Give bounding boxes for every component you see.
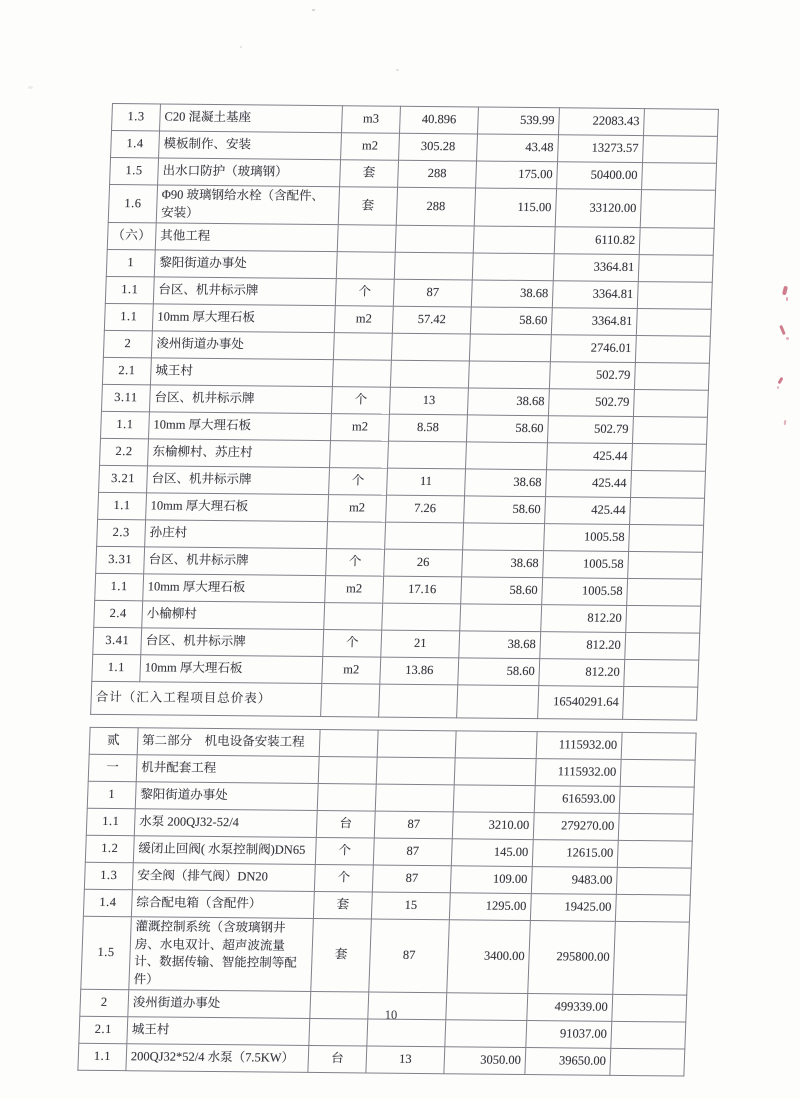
cell-amount: 9483.00	[531, 867, 617, 895]
cell-price: 145.00	[451, 839, 533, 867]
cell-name: 缓闭止回阀( 水泵控制阀)DN65	[133, 836, 316, 865]
cell-code: 1.1	[100, 411, 149, 438]
cell-blank	[619, 786, 694, 814]
cell-amount: 13273.57	[558, 135, 644, 163]
cell-amount: 39650.00	[525, 1048, 611, 1076]
cell-amount: 812.20	[539, 659, 625, 687]
cell-price	[445, 1020, 527, 1048]
cell-amount: 3364.81	[553, 254, 639, 282]
cell-unit: 台	[316, 811, 375, 839]
cell-unit	[309, 1018, 368, 1046]
cell-price: 58.60	[464, 496, 546, 524]
cell-unit	[310, 991, 369, 1019]
cell-code: 2	[103, 330, 152, 357]
cell-amount: 3364.81	[551, 308, 637, 336]
cell-amount: 499339.00	[527, 994, 613, 1022]
cell-name: 台区、机井标示牌	[153, 277, 336, 306]
cell-name: 台区、机井标示牌	[141, 628, 324, 657]
cell-blank	[611, 1021, 686, 1049]
cell-name: 孙庄村	[145, 520, 328, 549]
cell-unit: 个	[326, 549, 385, 577]
cell-amount: 425.44	[546, 470, 632, 498]
cell-code: 1.5	[110, 157, 159, 184]
cell-name: Φ90 玻璃钢给水栓（含配件、安装）	[156, 185, 339, 225]
cell-blank	[629, 524, 704, 552]
cell-blank	[626, 605, 701, 633]
cell-qty: 288	[398, 160, 477, 188]
cell-name: 其他工程	[155, 223, 338, 252]
cell-qty	[376, 757, 455, 785]
cell-amount: 33120.00	[555, 189, 641, 228]
cell-name: 10mm 厚大理石板	[143, 574, 326, 603]
cell-price: 58.60	[470, 307, 552, 335]
cell-name: 小榆柳村	[142, 601, 325, 630]
cell-unit	[333, 333, 392, 361]
cell-qty	[382, 603, 461, 631]
cell-qty: 87	[372, 865, 451, 893]
cell-blank	[640, 190, 715, 229]
cell-unit: 个	[335, 279, 394, 307]
dust-speck	[396, 69, 399, 71]
cell-qty: 40.896	[400, 106, 479, 134]
cell-name: 安全阀（排气阀）DN20	[132, 863, 315, 892]
total-amount: 16540291.64	[538, 686, 624, 720]
cell-unit	[319, 730, 378, 758]
cell-amount: 3364.81	[552, 281, 638, 309]
cell-blank	[643, 109, 718, 137]
cell-unit: m2	[334, 306, 393, 334]
cell-name: 台区、机井标示牌	[144, 547, 327, 576]
cell-qty: 13.86	[380, 657, 459, 685]
cell-price	[466, 442, 548, 470]
cell-blank	[618, 813, 693, 841]
cell-blank	[630, 497, 705, 525]
cell-code: 2.1	[79, 1016, 128, 1043]
cell-blank	[628, 551, 703, 579]
cell-price: 38.68	[459, 631, 541, 659]
cell-qty: 13	[366, 1046, 445, 1074]
cell-unit: 个	[314, 864, 373, 892]
cell-price: 38.68	[465, 469, 547, 497]
cell-code: 2.3	[97, 519, 146, 546]
cell-price: 539.99	[477, 107, 559, 135]
cell-price	[457, 685, 539, 719]
cell-blank	[613, 921, 690, 995]
cell-qty: 13	[389, 387, 468, 415]
cell-code: 1.3	[84, 862, 133, 889]
cell-code: 3.11	[101, 384, 150, 411]
cell-blank	[627, 578, 702, 606]
cell-blank	[638, 255, 713, 283]
cell-amount: 1115932.00	[535, 759, 621, 787]
table-row	[108, 184, 715, 228]
cell-name: 黎阳街道办事处	[154, 250, 337, 279]
cell-name: 水泵 200QJ32-52/4	[134, 809, 317, 838]
cell-code: 1.1	[78, 1043, 127, 1070]
cell-qty	[377, 730, 456, 758]
cost-table-part1	[90, 103, 719, 721]
cell-unit: m2	[341, 133, 400, 161]
cell-name: 灌溉控制系统（含玻璃钢井房、水电双计、超声波流量计、数据传输、智能控制等配件）	[129, 917, 314, 992]
cell-amount: 425.44	[547, 443, 633, 471]
cell-code: 1.6	[108, 184, 157, 222]
cell-unit	[330, 441, 389, 469]
cell-name: 出水口防护（玻璃钢）	[158, 158, 341, 187]
cell-name: 浚州街道办事处	[128, 990, 311, 1019]
cell-amount: 425.44	[545, 497, 631, 525]
cell-qty: 26	[384, 549, 463, 577]
cell-amount: 812.20	[540, 632, 626, 660]
cell-blank	[616, 867, 691, 895]
cell-qty: 87	[374, 811, 453, 839]
cell-unit: 个	[323, 630, 382, 658]
cell-amount: 502.79	[547, 416, 633, 444]
cell-unit: m3	[342, 106, 401, 134]
cell-qty	[395, 225, 474, 253]
cell-name: 机井配套工程	[136, 755, 319, 784]
cell-qty	[385, 522, 464, 550]
cell-unit: 套	[338, 187, 397, 226]
table-row	[78, 1043, 685, 1076]
cell-code: 2.1	[102, 357, 151, 384]
cell-amount: 22083.43	[558, 108, 644, 136]
cell-price	[453, 785, 535, 813]
cell-amount: 12615.00	[532, 840, 618, 868]
cell-unit: m2	[322, 657, 381, 685]
cell-price: 3400.00	[447, 920, 531, 994]
cell-code: 1.1	[98, 492, 147, 519]
table-area	[77, 103, 718, 1077]
cell-code: 2	[80, 989, 129, 1016]
cell-code: 贰	[89, 727, 138, 754]
cell-code: 2.2	[100, 438, 149, 465]
cell-price	[446, 993, 528, 1021]
cell-price	[468, 361, 550, 389]
cell-price	[472, 253, 554, 281]
cell-name: 东榆柳村、苏庄村	[148, 439, 331, 468]
cell-qty	[394, 252, 473, 280]
cell-unit	[332, 360, 391, 388]
cell-blank	[617, 840, 692, 868]
cell-price: 1295.00	[449, 893, 531, 921]
cell-blank	[634, 363, 709, 391]
cell-code: 1.4	[111, 130, 160, 157]
cell-blank	[631, 471, 706, 499]
cell-amount: 812.20	[541, 605, 627, 633]
cell-code: 3.41	[93, 627, 142, 654]
cell-qty: 21	[381, 630, 460, 658]
cell-name: 10mm 厚大理石板	[146, 493, 329, 522]
cell-unit	[321, 684, 380, 718]
cell-unit	[324, 603, 383, 631]
cell-amount: 91037.00	[526, 1021, 612, 1049]
cell-price: 58.60	[461, 577, 543, 605]
cell-price	[473, 226, 555, 254]
cell-price: 38.68	[471, 280, 553, 308]
cell-qty: 57.42	[392, 306, 471, 334]
cell-price: 115.00	[474, 188, 556, 227]
cell-code: 1.1	[86, 808, 135, 835]
cell-unit: 套	[311, 918, 372, 992]
cell-amount: 1005.58	[543, 551, 629, 579]
cell-code: 1	[106, 249, 155, 276]
cell-code: 1.1	[104, 303, 153, 330]
cell-code: 1.4	[83, 889, 132, 916]
cell-qty: 15	[371, 892, 450, 920]
cell-qty: 87	[373, 838, 452, 866]
cell-blank	[635, 336, 710, 364]
cell-code: 2.4	[94, 600, 143, 627]
cell-code: 1	[87, 781, 136, 808]
cell-amount: 502.79	[548, 389, 634, 417]
cell-name: 台区、机井标示牌	[149, 385, 332, 414]
cell-unit	[318, 757, 377, 785]
cell-blank	[633, 390, 708, 418]
cell-price: 109.00	[450, 866, 532, 894]
cell-blank	[624, 659, 699, 687]
cell-price	[455, 731, 537, 759]
cell-qty: 87	[369, 919, 450, 993]
cell-unit: 个	[329, 468, 388, 496]
cell-price: 38.68	[467, 388, 549, 416]
cell-unit: m2	[328, 495, 387, 523]
cell-qty	[391, 333, 470, 361]
cell-name: 第二部分 机电设备安装工程	[137, 728, 320, 757]
total-label: 合计（汇入工程项目总价表）	[91, 681, 322, 716]
cell-price	[463, 523, 545, 551]
cell-blank	[610, 1048, 685, 1076]
cell-blank	[623, 686, 698, 720]
cell-amount: 1005.58	[542, 578, 628, 606]
cell-qty: 8.58	[388, 414, 467, 442]
cell-price: 38.68	[462, 550, 544, 578]
cell-unit	[337, 225, 396, 253]
cell-code: 1.1	[105, 276, 154, 303]
cell-qty	[375, 784, 454, 812]
cell-unit: 套	[340, 160, 399, 188]
cell-blank	[632, 444, 707, 472]
cell-code: 1.2	[85, 835, 134, 862]
cell-code: 1.1	[95, 573, 144, 600]
cell-amount: 502.79	[549, 362, 635, 390]
cell-blank	[639, 228, 714, 256]
cell-name: 城王村	[127, 1017, 310, 1046]
cell-unit: 套	[313, 891, 372, 919]
cell-unit: 个	[331, 387, 390, 415]
cell-qty: 17.16	[383, 576, 462, 604]
cell-blank	[620, 759, 695, 787]
cell-name: 综合配电箱（含配件）	[131, 890, 314, 919]
cell-unit: 台	[308, 1045, 367, 1073]
cell-amount: 6110.82	[554, 227, 640, 255]
cell-qty: 11	[387, 468, 466, 496]
cell-name: 黎阳街道办事处	[135, 782, 318, 811]
cell-name: 10mm 厚大理石板	[152, 304, 335, 333]
cell-code: 1.3	[112, 104, 161, 131]
cell-unit: 个	[315, 837, 374, 865]
cell-amount: 19425.00	[530, 894, 616, 922]
total-row	[91, 681, 698, 720]
dust-speck	[28, 86, 33, 89]
cell-price	[460, 604, 542, 632]
cell-name: C20 混凝土基座	[160, 104, 343, 133]
cell-amount: 1005.58	[544, 524, 630, 552]
cell-code: （六）	[107, 222, 156, 249]
cell-price: 175.00	[476, 161, 558, 189]
cell-amount: 295800.00	[528, 921, 616, 995]
cost-table-part2	[77, 727, 696, 1077]
cell-price: 3050.00	[444, 1047, 526, 1075]
page-number: 10	[384, 1008, 398, 1022]
cell-price: 3210.00	[452, 812, 534, 840]
cell-unit	[327, 522, 386, 550]
table-row	[81, 916, 690, 995]
cell-blank	[625, 632, 700, 660]
cell-code: 3.31	[96, 546, 145, 573]
cell-blank	[643, 136, 718, 164]
cell-qty: 87	[393, 279, 472, 307]
cell-blank	[615, 894, 690, 922]
cell-amount: 50400.00	[557, 162, 643, 190]
cell-amount: 279270.00	[533, 813, 619, 841]
cell-price: 58.60	[458, 658, 540, 686]
cell-name: 城王村	[150, 358, 333, 387]
cell-code: 1.5	[81, 916, 132, 989]
cell-qty	[388, 441, 467, 469]
cell-name: 浚州街道办事处	[151, 331, 334, 360]
cell-price: 58.60	[466, 415, 548, 443]
dust-speck	[312, 9, 315, 11]
cell-price: 43.48	[477, 134, 559, 162]
cell-blank	[632, 417, 707, 445]
cell-name: 模板制作、安装	[159, 131, 342, 160]
cell-unit	[317, 784, 376, 812]
cell-unit	[336, 252, 395, 280]
cell-qty: 288	[396, 187, 475, 226]
cell-name: 10mm 厚大理石板	[148, 412, 331, 441]
cell-qty	[390, 360, 469, 388]
cell-blank	[612, 994, 687, 1022]
cell-amount: 616593.00	[534, 786, 620, 814]
cell-name: 10mm 厚大理石板	[140, 655, 323, 684]
cell-qty	[367, 1019, 446, 1047]
cell-qty: 305.28	[399, 133, 478, 161]
cell-unit: m2	[330, 414, 389, 442]
cell-amount: 1115932.00	[536, 732, 622, 760]
cell-amount: 2746.01	[550, 335, 636, 363]
cell-code: 一	[88, 754, 137, 781]
cell-blank	[636, 309, 711, 337]
cell-name: 台区、机井标示牌	[147, 466, 330, 495]
cell-price	[469, 334, 551, 362]
cell-price	[454, 758, 536, 786]
cell-blank	[642, 163, 717, 191]
cell-blank	[621, 732, 696, 760]
cell-name: 200QJ32*52/4 水泵（7.5KW）	[126, 1044, 309, 1073]
cell-blank	[637, 282, 712, 310]
cell-code: 3.21	[99, 465, 148, 492]
dust-speck	[240, 46, 242, 48]
cell-qty	[379, 684, 458, 718]
cell-code: 1.1	[92, 654, 141, 681]
cell-qty: 7.26	[386, 495, 465, 523]
cell-unit: m2	[325, 576, 384, 604]
